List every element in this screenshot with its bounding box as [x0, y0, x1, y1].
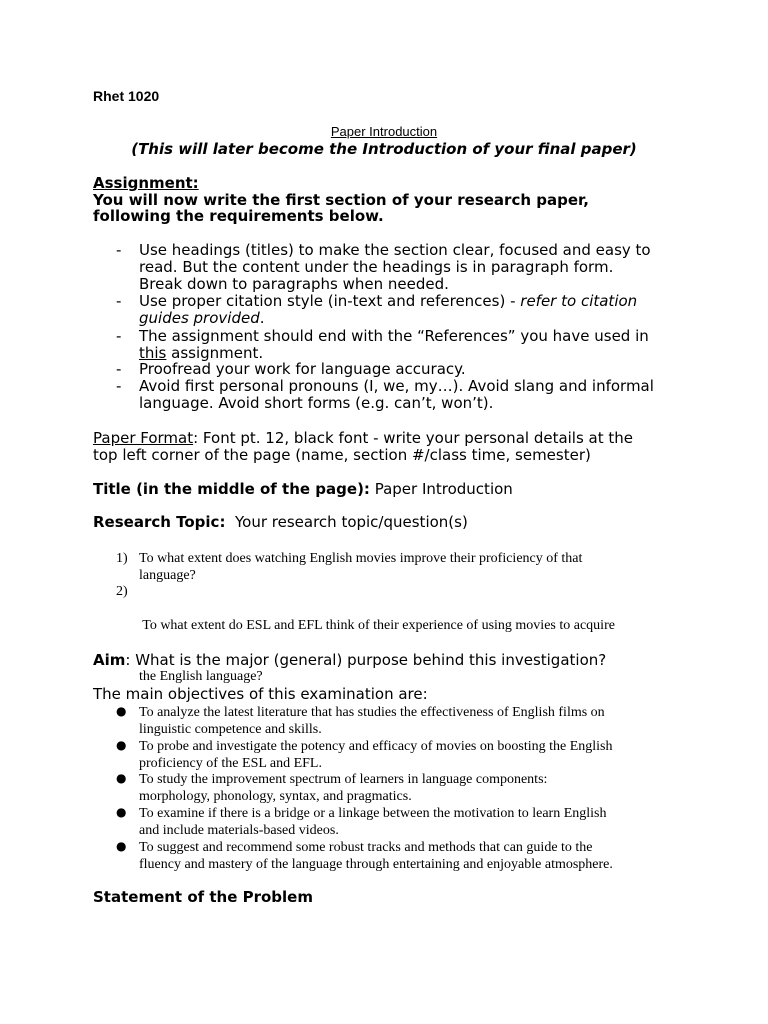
list-item — [139, 839, 613, 873]
list-item-line: Avoid first personal pronouns (I, we, my…). Avoid slang and informal — [139, 377, 654, 395]
aim-label: Aim — [93, 651, 126, 669]
citation-guide-ref: refer to citation — [520, 292, 638, 310]
paper-format-line2: top left corner of the page (name, section #/class time, semester) — [93, 446, 591, 464]
objective-line: To probe and investigate the potency and efficacy of movies on boosting the English — [139, 739, 613, 754]
list-item — [139, 738, 612, 772]
list-item: Proofread your work for language accuracy. — [139, 360, 466, 378]
list-item — [139, 805, 606, 839]
document-title: Paper Introduction — [330, 124, 438, 139]
title-instruction-value: Paper Introduction — [369, 480, 513, 498]
list-item-line: read. But the content under the headings is in paragraph form. — [139, 258, 614, 276]
bullet-icon: ● — [116, 704, 127, 718]
question-number: 2) — [116, 584, 128, 599]
document-subtitle: (This will later become the Introduction of your final paper) — [131, 140, 637, 158]
list-item — [139, 704, 605, 738]
paper-format-line1 — [93, 430, 633, 447]
list-dash: - — [116, 327, 122, 345]
paper-format-label: Paper Format — [93, 429, 194, 447]
assignment-label: Assignment: — [93, 174, 199, 192]
objective-line: fluency and mastery of the language through entertaining and enjoyable atmosphere. — [139, 857, 613, 872]
list-dash: - — [116, 241, 122, 259]
assignment-intro-line1: You will now write the first section of your research paper, — [93, 191, 589, 209]
assignment-intro-line2: following the requirements below. — [93, 207, 384, 225]
list-item-line: The assignment should end with the “References” you have used in — [139, 327, 649, 345]
list-item — [139, 550, 582, 584]
research-topic — [93, 514, 468, 531]
question-line: language? — [139, 568, 196, 583]
list-item — [139, 293, 637, 327]
underlined-word: this — [139, 344, 167, 362]
research-topic-value: Your research topic/question(s) — [225, 513, 468, 531]
objective-line: and include materials-based videos. — [139, 823, 339, 838]
list-dash: - — [116, 360, 122, 378]
objective-line: To suggest and recommend some robust tracks and methods that can guide to the — [139, 840, 593, 855]
paper-format-text: : Font pt. 12, black font - write your personal details at the — [193, 429, 634, 447]
list-item — [139, 328, 649, 362]
question-number: 1) — [116, 551, 128, 566]
list-item-text: . — [259, 309, 265, 327]
objective-line: To examine if there is a bridge or a linkage between the motivation to learn English — [139, 806, 607, 821]
list-dash: - — [116, 377, 122, 395]
bullet-icon: ● — [116, 771, 127, 785]
statement-heading: Statement of the Problem — [93, 888, 313, 906]
objective-line: To analyze the latest literature that has studies the effectiveness of English films on — [139, 705, 605, 720]
course-code: Rhet 1020 — [93, 88, 160, 104]
list-item-line: Break down to paragraphs when needed. — [139, 275, 449, 293]
aim — [93, 652, 606, 669]
list-item-line: language. Avoid short forms (e.g. can’t, won’t). — [139, 394, 494, 412]
title-instruction — [93, 481, 513, 498]
objective-line: To study the improvement spectrum of learners in language components: — [139, 772, 548, 787]
citation-guide-ref: guides provided — [139, 309, 260, 327]
list-item-text: assignment. — [166, 344, 264, 362]
bullet-icon: ● — [116, 738, 127, 752]
list-item — [139, 378, 654, 412]
list-item — [139, 771, 547, 805]
title-instruction-label: Title (in the middle of the page): — [93, 480, 370, 498]
objective-line: morphology, phonology, syntax, and pragmatics. — [139, 789, 412, 804]
question-line: To what extent does watching English movies improve their proficiency of that — [139, 551, 583, 566]
objective-line: proficiency of the ESL and EFL. — [139, 756, 322, 771]
objective-line: linguistic competence and skills. — [139, 722, 322, 737]
research-topic-label: Research Topic: — [93, 513, 226, 531]
question-line: the English language? — [139, 669, 263, 684]
aim-text: : What is the major (general) purpose behind this investigation? — [125, 651, 607, 669]
bullet-icon: ● — [116, 805, 127, 819]
list-item — [139, 242, 651, 293]
question-line: To what extent do ESL and EFL think of their experience of using movies to acquire — [139, 618, 615, 633]
bullet-icon: ● — [116, 839, 127, 853]
objectives-intro: The main objectives of this examination are: — [93, 685, 428, 703]
list-item-text: Use proper citation style (in-text and references) - — [139, 292, 521, 310]
list-item-line: Use headings (titles) to make the section clear, focused and easy to — [139, 241, 651, 259]
list-dash: - — [116, 292, 122, 310]
